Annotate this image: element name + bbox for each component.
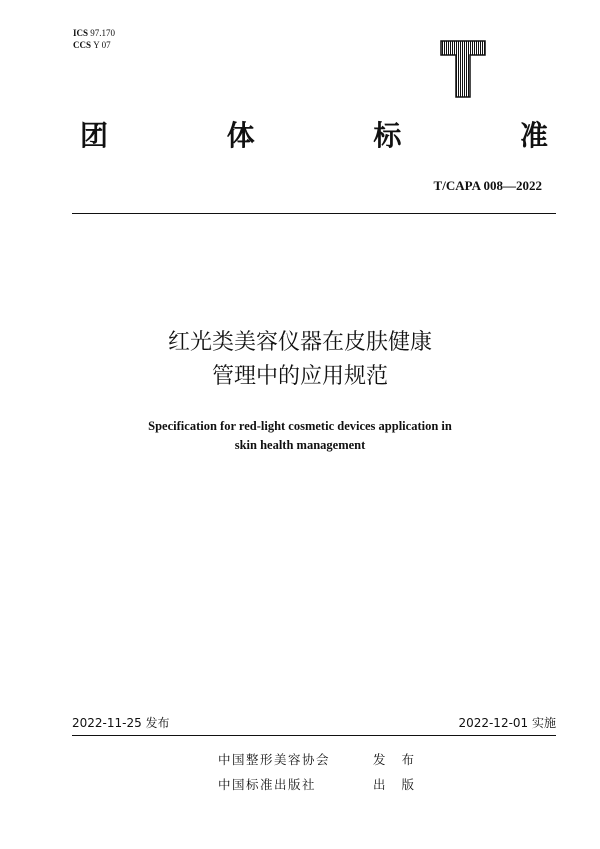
standard-type-char: 体 bbox=[226, 119, 255, 152]
ics-value: 97.170 bbox=[90, 28, 116, 38]
standard-type-label bbox=[80, 118, 548, 154]
top-divider bbox=[72, 213, 556, 214]
ics-code bbox=[73, 28, 115, 39]
organization-role: 发 布 bbox=[373, 752, 420, 767]
bottom-divider bbox=[72, 735, 556, 736]
implement-date: 2022-12-01 实施 bbox=[458, 716, 556, 730]
organization-name: 中国标准出版社 bbox=[218, 777, 317, 792]
ics-label: ICS bbox=[73, 28, 89, 38]
ccs-label: CCS bbox=[73, 40, 92, 50]
standard-code: T/CAPA 008—2022 bbox=[433, 178, 542, 193]
standard-t-logo-icon bbox=[440, 40, 486, 98]
issuing-organization bbox=[218, 752, 420, 768]
title-cn-line1: 红光类美容仪器在皮肤健康 bbox=[167, 330, 432, 355]
title-en-line2: skin health management bbox=[234, 438, 366, 452]
publishing-organization bbox=[218, 777, 420, 793]
ccs-value: Y 07 bbox=[93, 40, 111, 50]
standard-type-char: 准 bbox=[519, 119, 548, 152]
title-cn-line2: 管理中的应用规范 bbox=[211, 364, 388, 389]
organization-name: 中国整形美容协会 bbox=[218, 752, 331, 767]
organization-role: 出 版 bbox=[373, 777, 420, 792]
title-en-line1: Specification for red-light cosmetic devices application in bbox=[148, 419, 452, 433]
publish-date: 2022-11-25 发布 bbox=[72, 716, 170, 730]
standard-type-char: 团 bbox=[80, 119, 109, 152]
ccs-code bbox=[73, 40, 111, 51]
standard-type-char: 标 bbox=[373, 119, 402, 152]
